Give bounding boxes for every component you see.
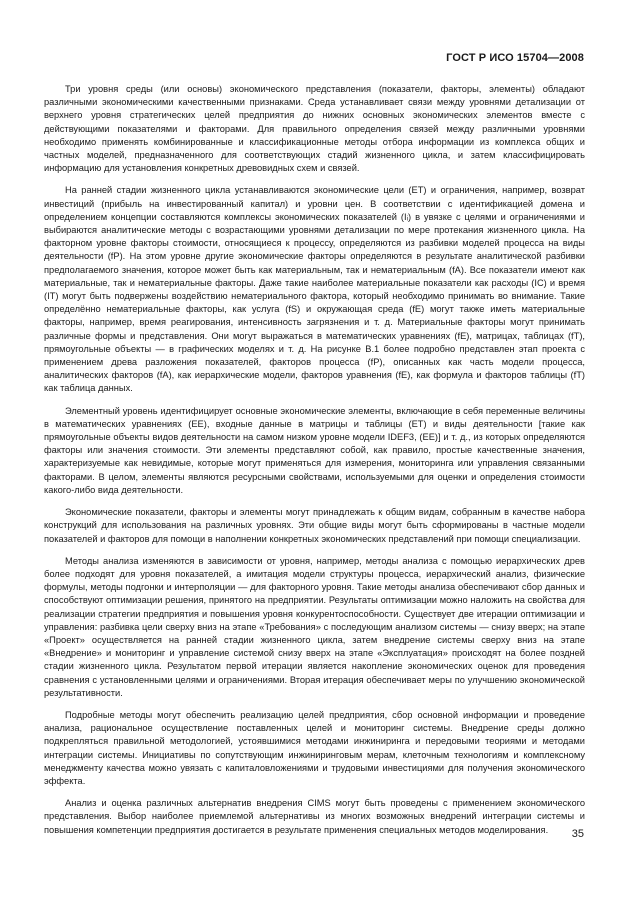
page-header-standard-id: ГОСТ Р ИСО 15704—2008	[446, 52, 584, 64]
paragraph: Анализ и оценка различных альтернатив внедрения CIMS могут быть проведены с применением экономического представления. Выбор наиболее приемлемой альтернативы из многих возможных внедрений интеграции системы и повышения компетенции предприятия достигается в результате применения специальных методов моделирования.	[44, 798, 585, 835]
paragraph: Элементный уровень идентифицирует основные экономические элементы, включающие в себя переменные величины в математических уравнениях (EE), входные данные в матрицы и таблицы (ET) и виды деятельности [такие как прямоугольные объекты видов деятельности на самом низком уровне модели IDEF3, (EE)] и т. д., из которых определяются факторы или значения стоимости. Эти элементы представляют собой, как правило, простые качественные значения, характеризуемые как невидимые, которые могут применяться для измерения, мониторинга или управления связанными факторами. В целом, элементы являются ресурсными свойствами, используемыми для оценки и определения стоимости какого-либо вида деятельности.	[44, 405, 585, 495]
document-body	[44, 83, 585, 846]
page-number: 35	[571, 828, 584, 840]
paragraph: Подробные методы могут обеспечить реализацию целей предприятия, сбор основной информации и проведение анализа, рациональное осуществление поставленных целей и мониторинг системы. Внедрение среды должно подкрепляться правильной методологией, устоявшимися методами инжиниринга и передовыми теориями и методами интеграции системы. Инициативы по сопутствующим инжиниринговым мерам, клеточным технологиям и комплексному менеджменту качества можно увязать с капиталовложениями и трудовыми инвестициями для получения экономического эффекта.	[44, 709, 585, 786]
paragraph: Экономические показатели, факторы и элементы могут принадлежать к общим видам, собранным в качестве набора конструкций для использования на различных уровнях. Эти общие виды могут быть сформированы в частные модели показателей и факторов для помощи в наполнении конкретных экономических представлений при помощи специализации.	[44, 507, 585, 544]
paragraph: На ранней стадии жизненного цикла устанавливаются экономические цели (ЕТ) и ограничения, например, возврат инвестиций (прибыль на инвестированный капитал) и уровни цен. В соответствии с идентификацией домена и определением концепции составляются комплексы экономических показателей (Iᵢ) в увязке с целями и ограничениями и выбираются аналитические методы с возрастающими уровнями детализации по мере протекания жизненного цикла. На факторном уровне факторы стоимости, относящиеся к процессу, определяются из разбивки моделей процесса на виды деятельности (fP). На этом уровне другие экономические факторы определяются в результате аналитической разбивки предполагаемого значения, которое может быть как материальным, так и нематериальным (fA). Все показатели имеют как материальные, так и нематериальные факторы. Даже такие наиболее материальные показатели как расходы (IC) и время (IT) могут быть подвержены воздействию нематериального фактора, который необходимо принимать во внимание. Такие определённо нематериальные факторы, как услуга (fS) и окружающая среда (fE) могут также иметь материальные факторы, например, время реагирования, интенсивность загрязнения и т. д. Материальные факторы могут принимать различные формы и представления. Они могут выражаться в математических уравнениях (fE), матрицах, таблицах (fT), прямоугольные объекты — в графических моделях и т. д. На рисунке В.1 более подробно представлен этап проекта с применением древа разложения показателей, факторов процесса (fP), описанных как часть модели процесса, аналитических факторов (fA), как иерархические модели, факторов уравнения (fE), как формула и факторов таблицы (fT) как таблица данных.	[44, 185, 585, 394]
paragraph: Три уровня среды (или основы) экономического представления (показатели, факторы, элементы) обладают различными экономическими качественными признаками. Среда устанавливает связи между уровнями детализации от верхнего уровня стратегических целей предприятия до нижних основных экономических элементов вместе с действующими показателями и факторами. Для правильного определения связей между различными уровнями необходимо применять комбинированные и классификационные методы отбора информации из комплекса общих и частных моделей, предназначенного для соответствующих стадий жизненного цикла, и затем классифицировать информацию для установления конкретных древовидных схем и связей.	[44, 84, 585, 174]
paragraph: Методы анализа изменяются в зависимости от уровня, например, методы анализа с помощью иерархических древ более подходят для уровня показателей, а имитация модели структуры процесса, иерархический анализ, физические формулы, методы подгонки и интерполяции — для факторного уровня. Такие методы анализа обеспечивают сбор данных и способствуют оптимизации решения, принятого на предприятии. Результаты оптимизации можно наложить на свойства для реализации стратегии предприятия и повышения уровня конкурентоспособности. Существует две итерации оптимизации и управления: разбивка цели сверху вниз на этапе «Требования» с последующим анализом системы — снизу вверх; на этапе «Проект» осуществляется на ранней стадии жизненного цикла, затем внедрение системы сверху вниз на этапе «Внедрение» и мониторинг и управление системой снизу вверх на этапе «Эксплуатация» происходят на более поздней стадии жизненного цикла. Результатом первой итерации является накопление экономических оценок для проведения сравнения с установленными целями и ограничениями. Вторая итерация обеспечивает меры по улучшению экономической результативности.	[44, 555, 585, 698]
